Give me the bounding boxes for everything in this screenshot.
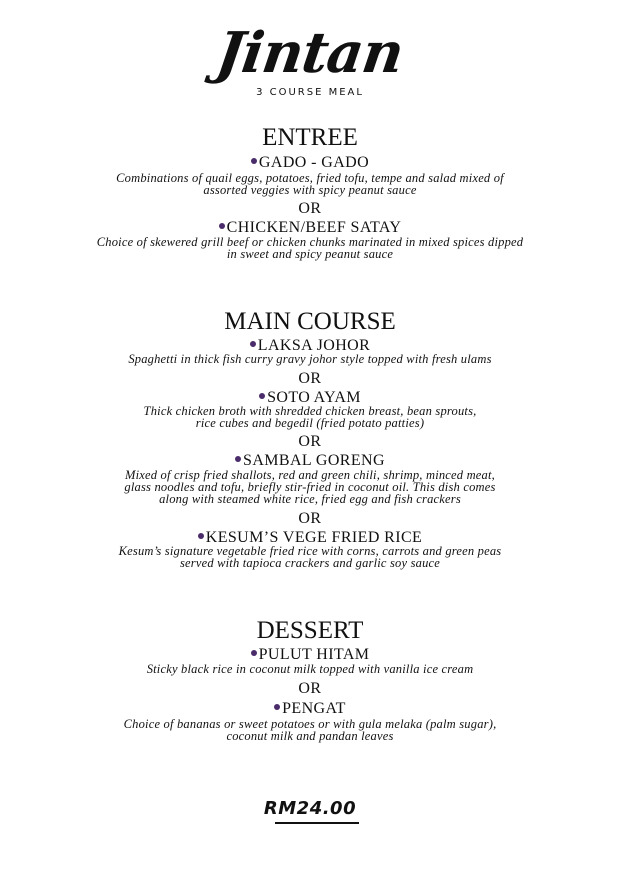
- dish-description: along with steamed white rice, fried egg and fish crackers: [159, 492, 461, 506]
- dish-description: glass noodles and tofu, briefly stir-fried in coconut oil. This dish comes: [124, 480, 496, 494]
- price-label: RM24.00: [263, 798, 357, 819]
- dish-description: coconut milk and pandan leaves: [226, 729, 394, 743]
- dish-description: Thick chicken broth with shredded chicken breast, bean sprouts,: [143, 404, 477, 418]
- bullet-icon: [235, 456, 241, 462]
- dish-description: Spaghetti in thick fish curry gravy johor style topped with fresh ulams: [128, 352, 492, 366]
- dish-description: Choice of bananas or sweet potatoes or with gula melaka (palm sugar),: [123, 717, 497, 731]
- dish-description: in sweet and spicy peanut sauce: [226, 247, 394, 261]
- section-title-entree: ENTREE: [262, 124, 358, 151]
- or-divider: OR: [298, 200, 322, 217]
- bullet-icon: [219, 223, 225, 229]
- price-underline: [275, 822, 359, 824]
- brand-name: Jintan: [212, 20, 408, 86]
- dish-name: PULUT HITAM: [0, 646, 620, 664]
- or-divider: OR: [298, 433, 322, 450]
- or-divider: OR: [298, 370, 322, 387]
- dish-name: GADO - GADO: [0, 154, 620, 172]
- section-title-dessert: DESSERT: [256, 617, 364, 644]
- dish-description: Choice of skewered grill beef or chicken chunks marinated in mixed spices dipped: [96, 235, 524, 249]
- section-title-main-course: MAIN COURSE: [224, 308, 396, 335]
- dish-description: Combinations of quail eggs, potatoes, fried tofu, tempe and salad mixed of: [116, 171, 504, 185]
- dish-description: assorted veggies with spicy peanut sauce: [203, 183, 417, 197]
- dish-description: Mixed of crisp fried shallots, red and green chili, shrimp, minced meat,: [124, 468, 496, 482]
- bullet-icon: [250, 341, 256, 347]
- brand-logo: [0, 22, 620, 84]
- dish-description: served with tapioca crackers and garlic soy sauce: [179, 556, 441, 570]
- bullet-icon: [274, 704, 280, 710]
- dish-description: Kesum’s signature vegetable fried rice with corns, carrots and green peas: [118, 544, 502, 558]
- dish-description: rice cubes and begedil (fried potato patties): [195, 416, 425, 430]
- dish-name: CHICKEN/BEEF SATAY: [0, 219, 620, 237]
- bullet-icon: [198, 533, 204, 539]
- bullet-icon: [259, 393, 265, 399]
- dish-name: SAMBAL GORENG: [0, 452, 620, 470]
- dish-description: Sticky black rice in coconut milk topped with vanilla ice cream: [146, 662, 474, 676]
- dish-name: KESUM’S VEGE FRIED RICE: [0, 529, 620, 547]
- bullet-icon: [251, 650, 257, 656]
- dish-name: LAKSA JOHOR: [0, 337, 620, 355]
- dish-name: PENGAT: [0, 700, 620, 718]
- or-divider: OR: [298, 510, 322, 527]
- bullet-icon: [251, 158, 257, 164]
- dish-name: SOTO AYAM: [0, 389, 620, 407]
- brand-subtitle: 3 COURSE MEAL: [256, 87, 364, 98]
- or-divider: OR: [298, 680, 322, 697]
